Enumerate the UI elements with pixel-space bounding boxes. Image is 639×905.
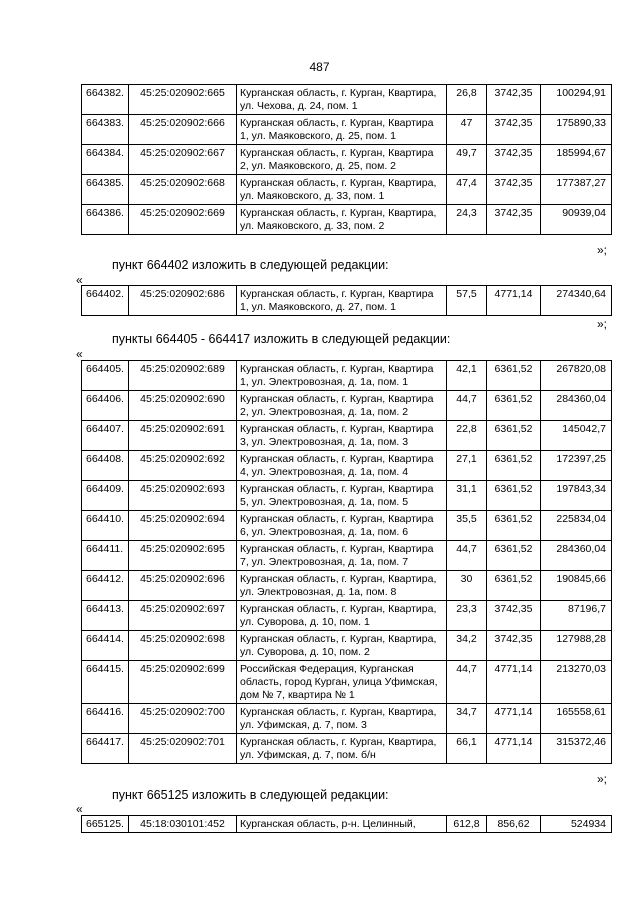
table-row xyxy=(82,391,612,421)
cadastral-number-cell: 45:25:020902:699 xyxy=(129,661,237,704)
cadastral-number-cell: 45:25:020902:691 xyxy=(129,421,237,451)
rate-cell: 4771,14 xyxy=(487,734,541,764)
value-cell: 213270,03 xyxy=(541,661,612,704)
area-cell: 49,7 xyxy=(447,145,487,175)
rate-cell: 6361,52 xyxy=(487,361,541,391)
area-cell: 35,5 xyxy=(447,511,487,541)
cadastral-number-cell: 45:25:020902:694 xyxy=(129,511,237,541)
address-cell: Российская Федерация, Курганская область, город Курган, улица Уфимская, дом № 7, квартира № 1 xyxy=(237,661,447,704)
table-row xyxy=(82,571,612,601)
table-row xyxy=(82,286,612,316)
row-number-cell: 664383. xyxy=(82,115,129,145)
rate-cell: 6361,52 xyxy=(487,541,541,571)
value-cell: 284360,04 xyxy=(541,541,612,571)
rate-cell: 3742,35 xyxy=(487,85,541,115)
opening-quote-3: « xyxy=(76,802,83,816)
rate-cell: 3742,35 xyxy=(487,115,541,145)
address-cell: Курганская область, г. Курган, Квартира, ул. Суворова, д. 10, пом. 1 xyxy=(237,601,447,631)
table-row xyxy=(82,661,612,704)
address-cell: Курганская область, г. Курган, Квартира 7, ул. Электровозная, д. 1а, пом. 7 xyxy=(237,541,447,571)
table-row xyxy=(82,601,612,631)
value-cell: 90939,04 xyxy=(541,205,612,235)
row-number-cell: 664415. xyxy=(82,661,129,704)
value-cell: 524934 xyxy=(541,816,612,833)
value-cell: 190845,66 xyxy=(541,571,612,601)
area-cell: 57,5 xyxy=(447,286,487,316)
cadastral-number-cell: 45:25:020902:690 xyxy=(129,391,237,421)
address-cell: Курганская область, г. Курган, Квартира 5, ул. Электровозная, д. 1а, пом. 5 xyxy=(237,481,447,511)
cadastral-number-cell: 45:18:030101:452 xyxy=(129,816,237,833)
property-table-3 xyxy=(81,360,612,764)
value-cell: 175890,33 xyxy=(541,115,612,145)
row-number-cell: 664417. xyxy=(82,734,129,764)
cadastral-number-cell: 45:25:020902:701 xyxy=(129,734,237,764)
value-cell: 267820,08 xyxy=(541,361,612,391)
address-cell: Курганская область, г. Курган, Квартира, ул. Чехова, д. 24, пом. 1 xyxy=(237,85,447,115)
opening-quote-1: « xyxy=(76,273,83,287)
value-cell: 127988,28 xyxy=(541,631,612,661)
rate-cell: 6361,52 xyxy=(487,571,541,601)
table-row xyxy=(82,85,612,115)
address-cell: Курганская область, г. Курган, Квартира 2, ул. Электровозная, д. 1а, пом. 2 xyxy=(237,391,447,421)
address-cell: Курганская область, р-н. Целинный, xyxy=(237,816,447,833)
rate-cell: 6361,52 xyxy=(487,511,541,541)
rate-cell: 3742,35 xyxy=(487,175,541,205)
value-cell: 225834,04 xyxy=(541,511,612,541)
rate-cell: 4771,14 xyxy=(487,704,541,734)
rate-cell: 4771,14 xyxy=(487,286,541,316)
row-number-cell: 664382. xyxy=(82,85,129,115)
property-table-2 xyxy=(81,285,612,316)
rate-cell: 856,62 xyxy=(487,816,541,833)
cadastral-number-cell: 45:25:020902:698 xyxy=(129,631,237,661)
row-number-cell: 664407. xyxy=(82,421,129,451)
area-cell: 612,8 xyxy=(447,816,487,833)
area-cell: 47 xyxy=(447,115,487,145)
area-cell: 47,4 xyxy=(447,175,487,205)
area-cell: 44,7 xyxy=(447,541,487,571)
row-number-cell: 664412. xyxy=(82,571,129,601)
opening-quote-2: « xyxy=(76,347,83,361)
table-row xyxy=(82,175,612,205)
cadastral-number-cell: 45:25:020902:692 xyxy=(129,451,237,481)
cadastral-number-cell: 45:25:020902:689 xyxy=(129,361,237,391)
row-number-cell: 664405. xyxy=(82,361,129,391)
area-cell: 30 xyxy=(447,571,487,601)
address-cell: Курганская область, г. Курган, Квартира, ул. Суворова, д. 10, пом. 2 xyxy=(237,631,447,661)
rate-cell: 3742,35 xyxy=(487,601,541,631)
table-row xyxy=(82,734,612,764)
table-row xyxy=(82,421,612,451)
area-cell: 22,8 xyxy=(447,421,487,451)
address-cell: Курганская область, г. Курган, Квартира 6, ул. Электровозная, д. 1а, пом. 6 xyxy=(237,511,447,541)
table-row xyxy=(82,361,612,391)
address-cell: Курганская область, г. Курган, Квартира, ул. Уфимская, д. 7, пом. 3 xyxy=(237,704,447,734)
row-number-cell: 664409. xyxy=(82,481,129,511)
closing-quote-2: »; xyxy=(596,317,607,331)
table-row xyxy=(82,704,612,734)
value-cell: 145042,7 xyxy=(541,421,612,451)
table-row xyxy=(82,115,612,145)
cadastral-number-cell: 45:25:020902:668 xyxy=(129,175,237,205)
table-row xyxy=(82,511,612,541)
value-cell: 177387,27 xyxy=(541,175,612,205)
row-number-cell: 664414. xyxy=(82,631,129,661)
instruction-text-3: пункт 665125 изложить в следующей редакции: xyxy=(112,788,389,802)
cadastral-number-cell: 45:25:020902:697 xyxy=(129,601,237,631)
area-cell: 26,8 xyxy=(447,85,487,115)
area-cell: 44,7 xyxy=(447,661,487,704)
instruction-text-1: пункт 664402 изложить в следующей редакции: xyxy=(112,258,389,272)
area-cell: 34,2 xyxy=(447,631,487,661)
rate-cell: 3742,35 xyxy=(487,205,541,235)
address-cell: Курганская область, г. Курган, Квартира 1, ул. Маяковского, д. 25, пом. 1 xyxy=(237,115,447,145)
address-cell: Курганская область, г. Курган, Квартира, ул. Электровозная, д. 1а, пом. 8 xyxy=(237,571,447,601)
row-number-cell: 664386. xyxy=(82,205,129,235)
table-row xyxy=(82,541,612,571)
area-cell: 24,3 xyxy=(447,205,487,235)
row-number-cell: 664411. xyxy=(82,541,129,571)
page-number: 487 xyxy=(309,60,330,74)
address-cell: Курганская область, г. Курган, Квартира 1, ул. Маяковского, д. 27, пом. 1 xyxy=(237,286,447,316)
cadastral-number-cell: 45:25:020902:696 xyxy=(129,571,237,601)
rate-cell: 6361,52 xyxy=(487,391,541,421)
table-row xyxy=(82,481,612,511)
row-number-cell: 664413. xyxy=(82,601,129,631)
address-cell: Курганская область, г. Курган, Квартира, ул. Маяковского, д. 33, пом. 2 xyxy=(237,205,447,235)
closing-quote-1: »; xyxy=(596,243,607,257)
cadastral-number-cell: 45:25:020902:693 xyxy=(129,481,237,511)
area-cell: 27,1 xyxy=(447,451,487,481)
address-cell: Курганская область, г. Курган, Квартира, ул. Маяковского, д. 33, пом. 1 xyxy=(237,175,447,205)
area-cell: 66,1 xyxy=(447,734,487,764)
value-cell: 87196,7 xyxy=(541,601,612,631)
row-number-cell: 664408. xyxy=(82,451,129,481)
property-table-1 xyxy=(81,84,612,235)
address-cell: Курганская область, г. Курган, Квартира, ул. Уфимская, д. 7, пом. б/н xyxy=(237,734,447,764)
value-cell: 274340,64 xyxy=(541,286,612,316)
rate-cell: 4771,14 xyxy=(487,661,541,704)
rate-cell: 3742,35 xyxy=(487,145,541,175)
cadastral-number-cell: 45:25:020902:666 xyxy=(129,115,237,145)
value-cell: 185994,67 xyxy=(541,145,612,175)
value-cell: 172397,25 xyxy=(541,451,612,481)
instruction-text-2: пункты 664405 - 664417 изложить в следующей редакции: xyxy=(112,332,451,346)
area-cell: 23,3 xyxy=(447,601,487,631)
value-cell: 315372,46 xyxy=(541,734,612,764)
value-cell: 284360,04 xyxy=(541,391,612,421)
address-cell: Курганская область, г. Курган, Квартира 3, ул. Электровозная, д. 1а, пом. 3 xyxy=(237,421,447,451)
address-cell: Курганская область, г. Курган, Квартира 4, ул. Электровозная, д. 1а, пом. 4 xyxy=(237,451,447,481)
row-number-cell: 664385. xyxy=(82,175,129,205)
cadastral-number-cell: 45:25:020902:700 xyxy=(129,704,237,734)
row-number-cell: 664416. xyxy=(82,704,129,734)
address-cell: Курганская область, г. Курган, Квартира 2, ул. Маяковского, д. 25, пом. 2 xyxy=(237,145,447,175)
table-row xyxy=(82,145,612,175)
area-cell: 31,1 xyxy=(447,481,487,511)
rate-cell: 6361,52 xyxy=(487,451,541,481)
cadastral-number-cell: 45:25:020902:686 xyxy=(129,286,237,316)
value-cell: 165558,61 xyxy=(541,704,612,734)
table-row xyxy=(82,451,612,481)
rate-cell: 6361,52 xyxy=(487,421,541,451)
area-cell: 44,7 xyxy=(447,391,487,421)
rate-cell: 6361,52 xyxy=(487,481,541,511)
table-row xyxy=(82,205,612,235)
table-row xyxy=(82,816,612,833)
value-cell: 197843,34 xyxy=(541,481,612,511)
address-cell: Курганская область, г. Курган, Квартира 1, ул. Электровозная, д. 1а, пом. 1 xyxy=(237,361,447,391)
row-number-cell: 665125. xyxy=(82,816,129,833)
area-cell: 42,1 xyxy=(447,361,487,391)
row-number-cell: 664410. xyxy=(82,511,129,541)
row-number-cell: 664406. xyxy=(82,391,129,421)
row-number-cell: 664384. xyxy=(82,145,129,175)
cadastral-number-cell: 45:25:020902:665 xyxy=(129,85,237,115)
area-cell: 34,7 xyxy=(447,704,487,734)
closing-quote-3: »; xyxy=(596,772,607,786)
cadastral-number-cell: 45:25:020902:667 xyxy=(129,145,237,175)
table-row xyxy=(82,631,612,661)
cadastral-number-cell: 45:25:020902:695 xyxy=(129,541,237,571)
cadastral-number-cell: 45:25:020902:669 xyxy=(129,205,237,235)
rate-cell: 3742,35 xyxy=(487,631,541,661)
value-cell: 100294,91 xyxy=(541,85,612,115)
row-number-cell: 664402. xyxy=(82,286,129,316)
property-table-4 xyxy=(81,815,612,833)
